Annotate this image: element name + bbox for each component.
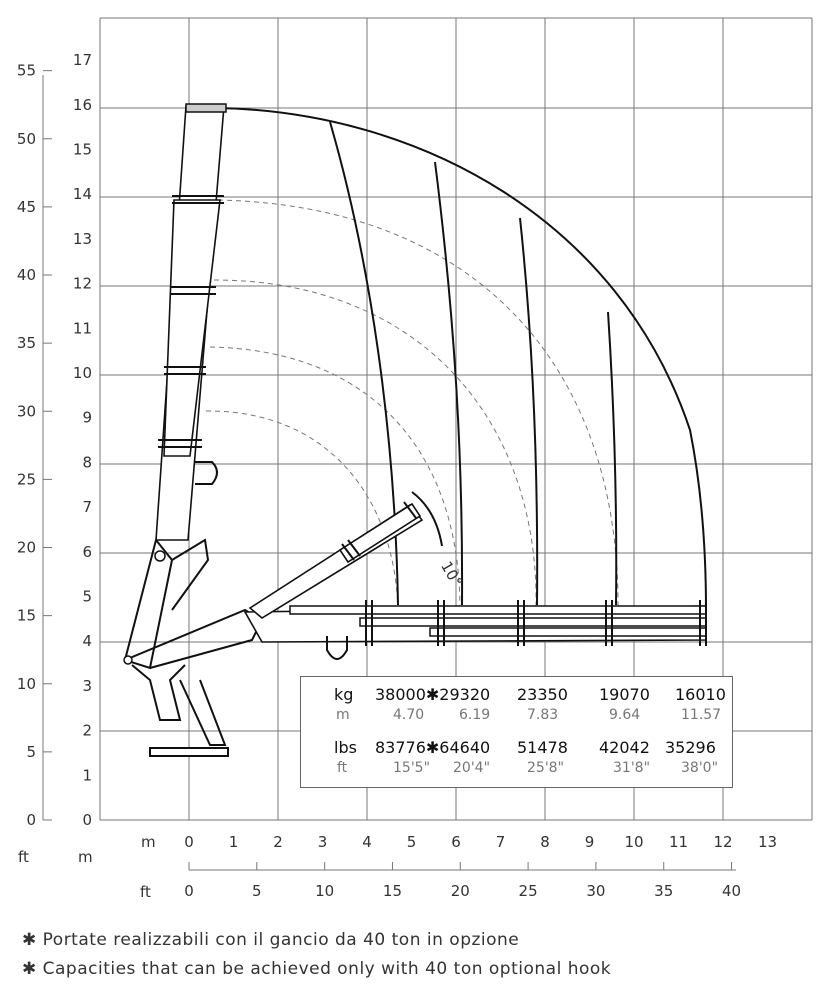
height-m-tick-6: 6 bbox=[82, 542, 92, 561]
height-ft-tick-50: 50 bbox=[16, 129, 36, 148]
height-ft-tick-0: 0 bbox=[26, 811, 36, 829]
height-ft-tick-55: 55 bbox=[16, 61, 36, 80]
height-ft-tick-35: 35 bbox=[16, 334, 36, 353]
left-m-unit: m bbox=[78, 848, 93, 866]
reach-ft-tick-0: 0 bbox=[184, 882, 194, 900]
height-m-tick-12: 12 bbox=[72, 274, 92, 293]
reach-m-tick-1: 1 bbox=[228, 833, 239, 851]
height-ft-tick-15: 15 bbox=[16, 606, 36, 625]
kg-value-2: 23350 bbox=[517, 685, 568, 704]
bottom-ft-unit: ft bbox=[140, 883, 151, 901]
ft-label: ft bbox=[337, 760, 348, 776]
footnote-italian: ✱ Portate realizzabili con il gancio da 40 ton in opzione bbox=[22, 930, 520, 950]
reach-ft-tick-30: 30 bbox=[586, 882, 606, 900]
reach-m-tick-0: 0 bbox=[184, 833, 194, 851]
m-axis-left bbox=[73, 51, 92, 829]
reach-ft-tick-20: 20 bbox=[450, 882, 470, 900]
reach-ft-tick-15: 15 bbox=[382, 882, 403, 900]
capacity-table bbox=[300, 676, 733, 788]
ft-value-1: 15'5" bbox=[393, 760, 431, 776]
height-ft-tick-10: 10 bbox=[16, 674, 36, 693]
lbs-value-4: 35296 bbox=[665, 738, 716, 757]
height-m-tick-15: 15 bbox=[72, 140, 92, 159]
height-ft-tick-40: 40 bbox=[16, 266, 36, 285]
height-ft-tick-20: 20 bbox=[16, 538, 36, 557]
lbs-value-2: 51478 bbox=[517, 738, 568, 757]
m-value-1: 4.70 bbox=[393, 707, 425, 723]
reach-ft-tick-35: 35 bbox=[654, 882, 674, 900]
height-ft-tick-5: 5 bbox=[26, 742, 36, 761]
reach-m-tick-9: 9 bbox=[584, 833, 595, 851]
ft-axis-left bbox=[17, 62, 52, 829]
reach-m-tick-8: 8 bbox=[540, 833, 550, 851]
m-value-4: 9.64 bbox=[609, 707, 641, 723]
m-value-3: 7.83 bbox=[527, 707, 559, 723]
kg-label: kg bbox=[334, 685, 354, 704]
height-m-tick-5: 5 bbox=[82, 587, 92, 606]
height-m-tick-11: 11 bbox=[72, 319, 92, 338]
height-ft-tick-25: 25 bbox=[16, 470, 36, 489]
m-value-2: 6.19 bbox=[459, 707, 491, 723]
height-m-tick-2: 2 bbox=[82, 721, 92, 740]
lbs-value-3: 42042 bbox=[599, 738, 650, 757]
crane-structure bbox=[124, 104, 706, 756]
height-m-tick-1: 1 bbox=[82, 766, 92, 785]
reach-m-tick-12: 12 bbox=[713, 833, 733, 851]
height-m-tick-13: 13 bbox=[72, 229, 92, 248]
reach-m-tick-4: 4 bbox=[362, 833, 372, 851]
lbs-value-1: 83776✱64640 bbox=[375, 738, 491, 757]
reach-m-tick-2: 2 bbox=[273, 833, 283, 851]
reach-arcs bbox=[206, 200, 618, 610]
kg-value-4: 16010 bbox=[675, 685, 726, 704]
reach-ft-tick-40: 40 bbox=[721, 882, 742, 900]
kg-value-3: 19070 bbox=[599, 685, 650, 704]
reach-ft-tick-10: 10 bbox=[315, 882, 335, 900]
reach-m-tick-13: 13 bbox=[757, 833, 778, 851]
height-ft-tick-30: 30 bbox=[16, 402, 36, 421]
height-m-tick-7: 7 bbox=[82, 498, 92, 517]
lbs-label: lbs bbox=[334, 738, 357, 757]
reach-ft-tick-5: 5 bbox=[252, 882, 262, 900]
height-m-tick-17: 17 bbox=[72, 51, 92, 70]
height-m-tick-14: 14 bbox=[72, 185, 92, 204]
m-axis-bottom bbox=[184, 833, 777, 851]
reach-m-tick-3: 3 bbox=[317, 833, 328, 851]
ft-axis-bottom bbox=[184, 862, 741, 900]
height-m-tick-3: 3 bbox=[82, 676, 92, 695]
ft-value-4: 31'8" bbox=[613, 760, 651, 776]
height-m-tick-0: 0 bbox=[82, 811, 92, 829]
reach-m-tick-10: 10 bbox=[624, 833, 644, 851]
height-m-tick-16: 16 bbox=[72, 95, 92, 114]
reach-m-tick-6: 6 bbox=[451, 833, 461, 851]
reach-m-tick-11: 11 bbox=[668, 833, 689, 851]
height-ft-tick-45: 45 bbox=[16, 197, 36, 216]
reach-m-tick-7: 7 bbox=[495, 833, 506, 851]
reach-ft-tick-25: 25 bbox=[518, 882, 538, 900]
angle-label: 10° bbox=[437, 558, 466, 591]
ft-value-5: 38'0" bbox=[681, 760, 719, 776]
ft-value-3: 25'8" bbox=[527, 760, 565, 776]
m-value-5: 11.57 bbox=[681, 707, 722, 723]
reach-m-tick-5: 5 bbox=[406, 833, 417, 851]
ft-value-2: 20'4" bbox=[453, 760, 491, 776]
footnote-english: ✱ Capacities that can be achieved only with 40 ton optional hook bbox=[22, 959, 612, 979]
load-envelope bbox=[218, 108, 706, 610]
height-m-tick-10: 10 bbox=[72, 364, 92, 382]
height-m-tick-4: 4 bbox=[82, 632, 92, 651]
kg-value-1: 38000✱29320 bbox=[375, 685, 491, 704]
bottom-m-unit: m bbox=[141, 833, 156, 851]
height-m-tick-9: 9 bbox=[82, 408, 92, 427]
m-label: m bbox=[336, 707, 350, 723]
height-m-tick-8: 8 bbox=[82, 453, 92, 472]
left-ft-unit: ft bbox=[18, 848, 29, 866]
